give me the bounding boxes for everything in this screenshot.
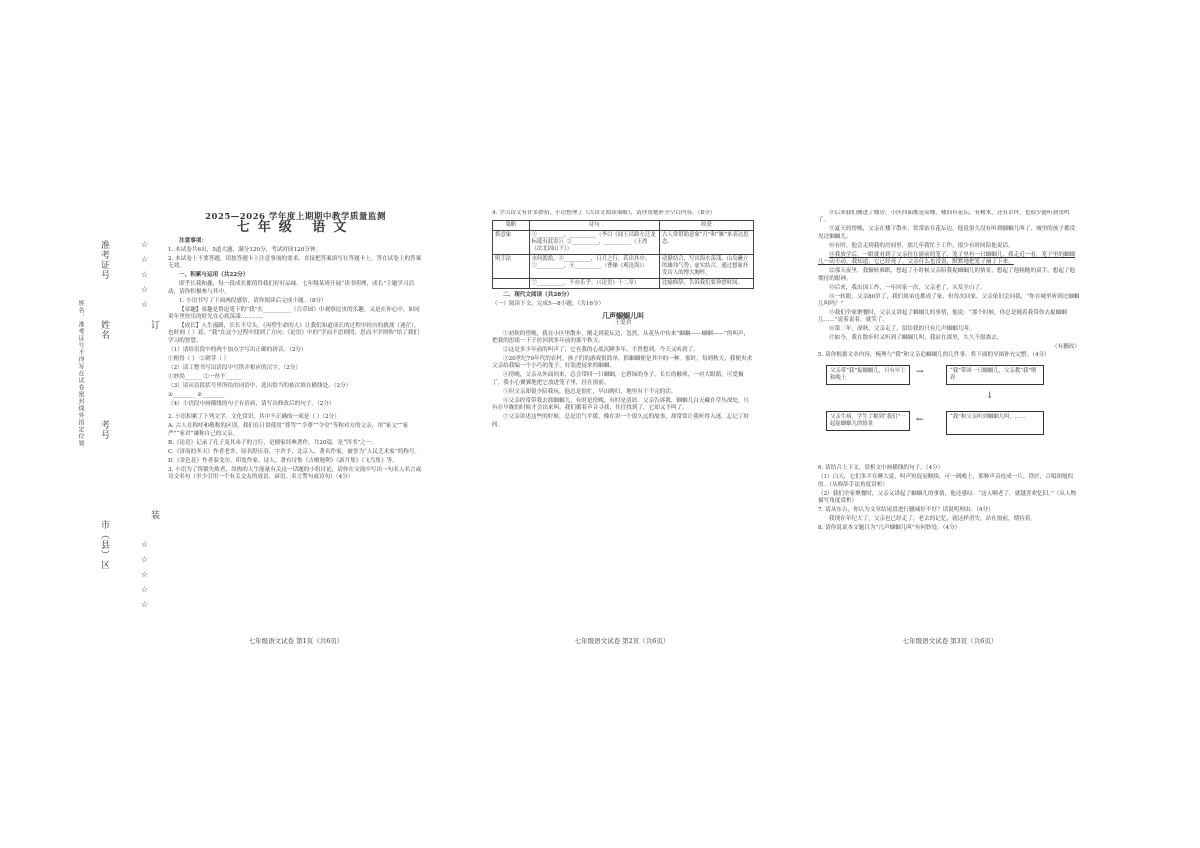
q2-option-b: B.《论语》记录了孔子及其弟子的言行，是儒家经典著作，共20篇，是“四书”之一。 bbox=[168, 439, 377, 446]
seat-label: 考号 bbox=[99, 420, 109, 440]
q7-quote: 我现在年纪大了，父亲也已经走了，老去的记忆，就这样消失，站在窗前，期待着。 bbox=[829, 516, 1036, 523]
district-label: 市（县）区 bbox=[99, 520, 109, 570]
subitem-2: ①酌得（ ） ②刺芽（ ） bbox=[168, 355, 230, 362]
q6-item-1: （1）白天，它们多半在睡大觉，叫声短促而断续，可一到晚上，那种声音连成一片，铁匠，合唱团般似的。（从修辞手法角度赏析） bbox=[818, 474, 1074, 488]
article-paragraph: ②这是多少年前的叫声了，它在我的心底沉睡多年，不曾想到，今天又听到了。 bbox=[503, 347, 699, 354]
binding-margin bbox=[62, 220, 159, 640]
article-paragraph: ③20世纪70年代的农村，孩子们的游戏很简单，抓蝈蝈便是其中的一种。那时，每到秋天，我便央求父亲给我编一个小巧的笼子，好装进捉来的蝈蝈。 bbox=[492, 356, 753, 370]
arrow-right-icon: → bbox=[916, 367, 924, 378]
section-2-heading: 二、现代文阅读（共28分） bbox=[503, 292, 573, 299]
q2-option-d: D.《金色花》作者泰戈尔，印度作家、诗人，著有诗集《吉檀迦利》《新月集》《飞鸟集》等。 bbox=[168, 457, 398, 464]
exam-subject: 七年级 语文 bbox=[236, 220, 355, 236]
article-paragraph: ⑪我放学后，一眼就看到了父亲挂在窗前的笼子，笼子里有一只蝈蝈儿，我走近一看，笼子里的蝈蝈儿一动不动，我知道，它已经死了。父亲什么也没说，默默地把笼子摘了下来。 bbox=[818, 251, 1076, 266]
subitem-6: ①________ ②________ bbox=[168, 391, 225, 398]
q2-option-c: C.《济南的冬天》作者老舍，原名舒庆春，字舍予，北京人，著名作家，被誉为“人民艺术家”的称号。 bbox=[168, 448, 421, 455]
name-label: 姓名 bbox=[99, 320, 109, 340]
table-cell-gain: 古人常借助意象“月”和“雁”来表达思念。 bbox=[660, 231, 754, 255]
article-paragraph: ⑩有时，他会走到我的房间里，那几年我忙于工作，很少有时间陪他说话。 bbox=[829, 242, 1014, 249]
note-2: 2. 本试卷上不要答题，请按答题卡上注意事项的要求，直接把答案填写在答题卡上。答在试卷上的答案无效。 bbox=[168, 255, 422, 270]
page-1 bbox=[168, 210, 423, 630]
subitem-4: ①妙尚______ ②一丝不______ bbox=[168, 373, 243, 380]
arrow-down-icon: ↓ bbox=[986, 391, 994, 402]
article-paragraph: ⑦父亲讲述这些的时候，总是语气平缓，像在讲一个很久远的故事，却常常让我听得入迷，忘记了时间。 bbox=[492, 414, 750, 428]
notes-heading: 注意事项： bbox=[179, 237, 207, 244]
table-row bbox=[493, 231, 754, 255]
poetry-strategy-table bbox=[492, 220, 754, 289]
page-1-footer: 七年级语文试卷 第1页（共6页） bbox=[248, 637, 344, 645]
exam-title: 2025—2026 学年度上期期中教学质量监测 bbox=[205, 212, 386, 222]
table-header-lines: 诗句 bbox=[529, 221, 660, 231]
article-paragraph: ⑯第二年，深秋，父亲走了，留给我的只有几声蝈蝈儿叫。 bbox=[829, 326, 975, 333]
flowchart-box-3: “我”和父亲听到蝈蝈儿叫，…… bbox=[946, 411, 1044, 435]
star-decoration-top: ☆☆☆☆☆ bbox=[140, 240, 149, 315]
article-paragraph: ⑭一转眼，父亲80岁了，我们姐弟也都成了家，但每次回家，父亲依旧会问我，“你在城里听到过蝈蝈儿叫吗？” bbox=[818, 293, 1080, 308]
article-paragraph: ⑧后来我们搬进了楼房，小区四面都是高楼，楼间有花坛，有树木，还有草坪，也很少能听到虫鸣了。 bbox=[818, 210, 1070, 224]
q2-option-a: A. 古人在称呼和敬称的区别，我们在日常使用“尊驾”“令尊”“令堂”等称对方的父亲，用“家父”“家严”“家君”谦称自己的父亲。 bbox=[168, 423, 409, 437]
table-cell-lines: 水何澹澹，③__________，日月之行，若出其中；⑤__________，⑥__________（曹操《观沧海》） bbox=[529, 255, 660, 279]
table-header-strategy: 策略 bbox=[493, 221, 530, 231]
reading-instructions: （一）阅读下文，完成5—8小题。（共16分） bbox=[492, 301, 605, 308]
article-paragraph: ⑨夏天的傍晚，父亲在楼下散步，常常站在花坛边，他说很久没有听到蝈蝈儿叫了，城里的孩子都没见过蝈蝈儿。 bbox=[818, 226, 1076, 240]
page-2-footer: 七年级语文试卷 第2页（共6页） bbox=[574, 637, 670, 645]
article-paragraph: ⑰如今，我在散步时又听到了蝈蝈儿叫，我站在那里，久久不愿离去。 bbox=[829, 335, 1003, 342]
seal-mark-1: 订 bbox=[149, 320, 159, 330]
table-row bbox=[493, 255, 754, 279]
article-paragraph: ⑮我们全家聚餐时，父亲又讲起了蝈蝈儿的事情，他说：“那个时候，你总是缠着我带你去捉蝈蝈儿……”说着说着，就笑了。 bbox=[818, 310, 1067, 324]
table-cell-strategy: 明手法 bbox=[493, 255, 530, 279]
table-cell-gain: 动静结合，写出海水荡漾、山岛矗立的雄伟气势；虚实结合，通过想象抒发诗人的博大胸怀。 bbox=[660, 255, 754, 279]
subitem-7: （4）小语段中画横线的句子有语病，请写出修改后的句子。（2分） bbox=[168, 400, 335, 407]
question-3: 3. 小语为了铸锻失败者，昂热的人生能量有关这一话题的小组讨论，请你在交流中写出一句名人名言或诗文名句（至少引用一个有关交友的成语、谚语、名言警句或诗句）（4分） bbox=[168, 466, 422, 481]
article-paragraph: ⑤但父亲却很少陪我玩，他总是很忙，早出晚归，地里有干不完的活。 bbox=[503, 388, 677, 395]
note-1: 1. 本试卷共6页，5道大题，满分120分，考试时间120分钟。 bbox=[168, 246, 322, 253]
page-2 bbox=[492, 210, 754, 630]
page-3-footer: 七年级语文试卷 第3页（共6页） bbox=[902, 637, 998, 645]
article-paragraph: ⑫那天夜里，我辗转难眠，想起了小时候父亲陪我捉蝈蝈儿的情景，想起了他粗糙的双手，想起了他期待的眼神。 bbox=[818, 268, 1076, 282]
flowchart-box-2: “我”带回一只蝈蝈儿，父亲教“我”喂养 bbox=[946, 365, 1044, 385]
q6-item-2: （2）我们全家聚餐时，父亲又讲起了蝈蝈儿的事情，他还感叹：“这人啊老了，就越喜欢忆旧。”（从人物描写角度赏析） bbox=[818, 490, 1077, 505]
binding-warning: 姓名、准考证号不得写在试卷密封线外指定位置 bbox=[77, 300, 84, 447]
section-1-heading: 一、积累与运用（共22分） bbox=[179, 272, 249, 279]
question-1: 1. 小语书写了下面两段感悟，请你阅读后完成小题。（8分） bbox=[179, 297, 327, 304]
subitem-5: （3）请从语段括号里所给的词语中，选出恰当的依次填在横线处。（2分） bbox=[168, 382, 352, 389]
question-6: 6. 请结合上下文，赏析文中画横线的句子。（4分） bbox=[818, 465, 944, 472]
article-author: 王爱君 bbox=[614, 320, 632, 327]
table-header-gain: 收获 bbox=[660, 221, 754, 231]
question-8: 8. 请你说说本文题目为“几声蝈蝈儿叫”有何妙处。（4分） bbox=[818, 525, 961, 532]
source-note: （有删改） bbox=[1052, 344, 1080, 351]
arrow-left-icon: ← bbox=[916, 415, 924, 426]
flowchart bbox=[818, 363, 1080, 461]
subitem-3: （2）请工整书写出语段中写错并相应的汉字。（2分） bbox=[168, 364, 301, 371]
star-decoration-bottom: ☆☆☆☆☆ bbox=[140, 540, 149, 615]
seal-mark-2: 装 bbox=[149, 510, 159, 520]
table-cell-gain: 比喻修辞，告诉我们要珍惜时间。 bbox=[660, 279, 754, 289]
exam-id-label: 准考证号 bbox=[99, 240, 109, 280]
question-7: 7. 请从东吉，你认为文章结尾段进行删减好不好？请说明理由。（4分） bbox=[818, 507, 994, 514]
flowchart-box-4: 父亲生病，学生了解到“我们”一起捉蝈蝈儿的情景 bbox=[826, 411, 910, 431]
table-cell-strategy: 抓意象 bbox=[493, 231, 530, 255]
table-row bbox=[493, 279, 754, 289]
section-1-intro: 即乎长我和鑫，每一段成长都值得我们好好品味。七年级某班开展“读书明理，成长”主题学习活动，请你积极参与其中。 bbox=[168, 281, 415, 295]
table-cell-strategy bbox=[493, 279, 530, 289]
article-paragraph: ④傍晚，父亲从外面回来，总会带回一只蝈蝈，它碧绿的身子，长长的触须，一对大眼睛，可爱极了。我小心翼翼地把它放进笼子里，挂在窗前。 bbox=[492, 372, 744, 386]
table-cell-lines: ①__________，__________（李白《闻王昌龄左迁龙标遥有此寄》）②__________，__________（王湾《次北固山下》） bbox=[529, 231, 660, 255]
question-2: 2. 小语积累了下列文学、文化常识，其中不正确的一项是（ ）（2分） bbox=[168, 414, 340, 421]
article-paragraph: ⑬后来，我出国工作，一年回家一次，父亲老了，头发全白了。 bbox=[829, 284, 986, 291]
passage-a: 【童趣】童趣是鲁迅笔下的“我”在__________（百草园）中观察昆虫的乐趣，又是在你心中，如同童年里快乐的时光在心底荡漾………… bbox=[168, 306, 420, 321]
article-title: 几声蝈蝈儿叫 bbox=[602, 310, 644, 320]
page-3 bbox=[818, 210, 1080, 630]
subitem-1: （1）请给语段中的两个加点字写出正确的拼音。（2分） bbox=[168, 346, 307, 353]
question-4: 4. 学古诗文有许多妙招，小语整理了《古诗文阅读策略》，请你帮她补全空白内容。（8分） bbox=[492, 210, 716, 216]
article-paragraph: ①初秋的傍晚，我在小区里散步，刚走到花坛边，忽然，从花丛中传来“蝈蝈——蝈蝈——”的叫声，把我的思绪一下子拉回到多年前的那个秋天。 bbox=[492, 330, 750, 345]
question-5: 5. 请你根据文章内容，梳理与“我”和父亲追蝈蝈儿的几件事，将下面的导图补充完整。（4分） bbox=[818, 351, 1050, 358]
flowchart-box-1: 父亲带“我”捉蝈蝈儿，只有早上和晚上 bbox=[826, 365, 910, 385]
passage-b: 【成长】人生漫路，长长不尽头。《再塑生命的人》让我们知道成长的过程中经历的挑战（迷茫），也时刻（ ）着，“我”在这个过程中找到了方向；《论语》中的“学而不思则罔，思而不学则殆”给了我们学习的智慧。 bbox=[168, 323, 420, 344]
article-paragraph: ⑥父亲经常带我去抓蝈蝈儿，有时是傍晚，有时是清晨。父亲告诉我，蝈蝈儿白天藏在草丛深处，只有在早晚的时候才会出来叫。我们循着声音寻找，往往找到了，它却又不叫了。 bbox=[492, 397, 750, 412]
table-cell-lines: ⑦__________，不亦乐乎。（《论语》十二章） bbox=[529, 279, 660, 289]
